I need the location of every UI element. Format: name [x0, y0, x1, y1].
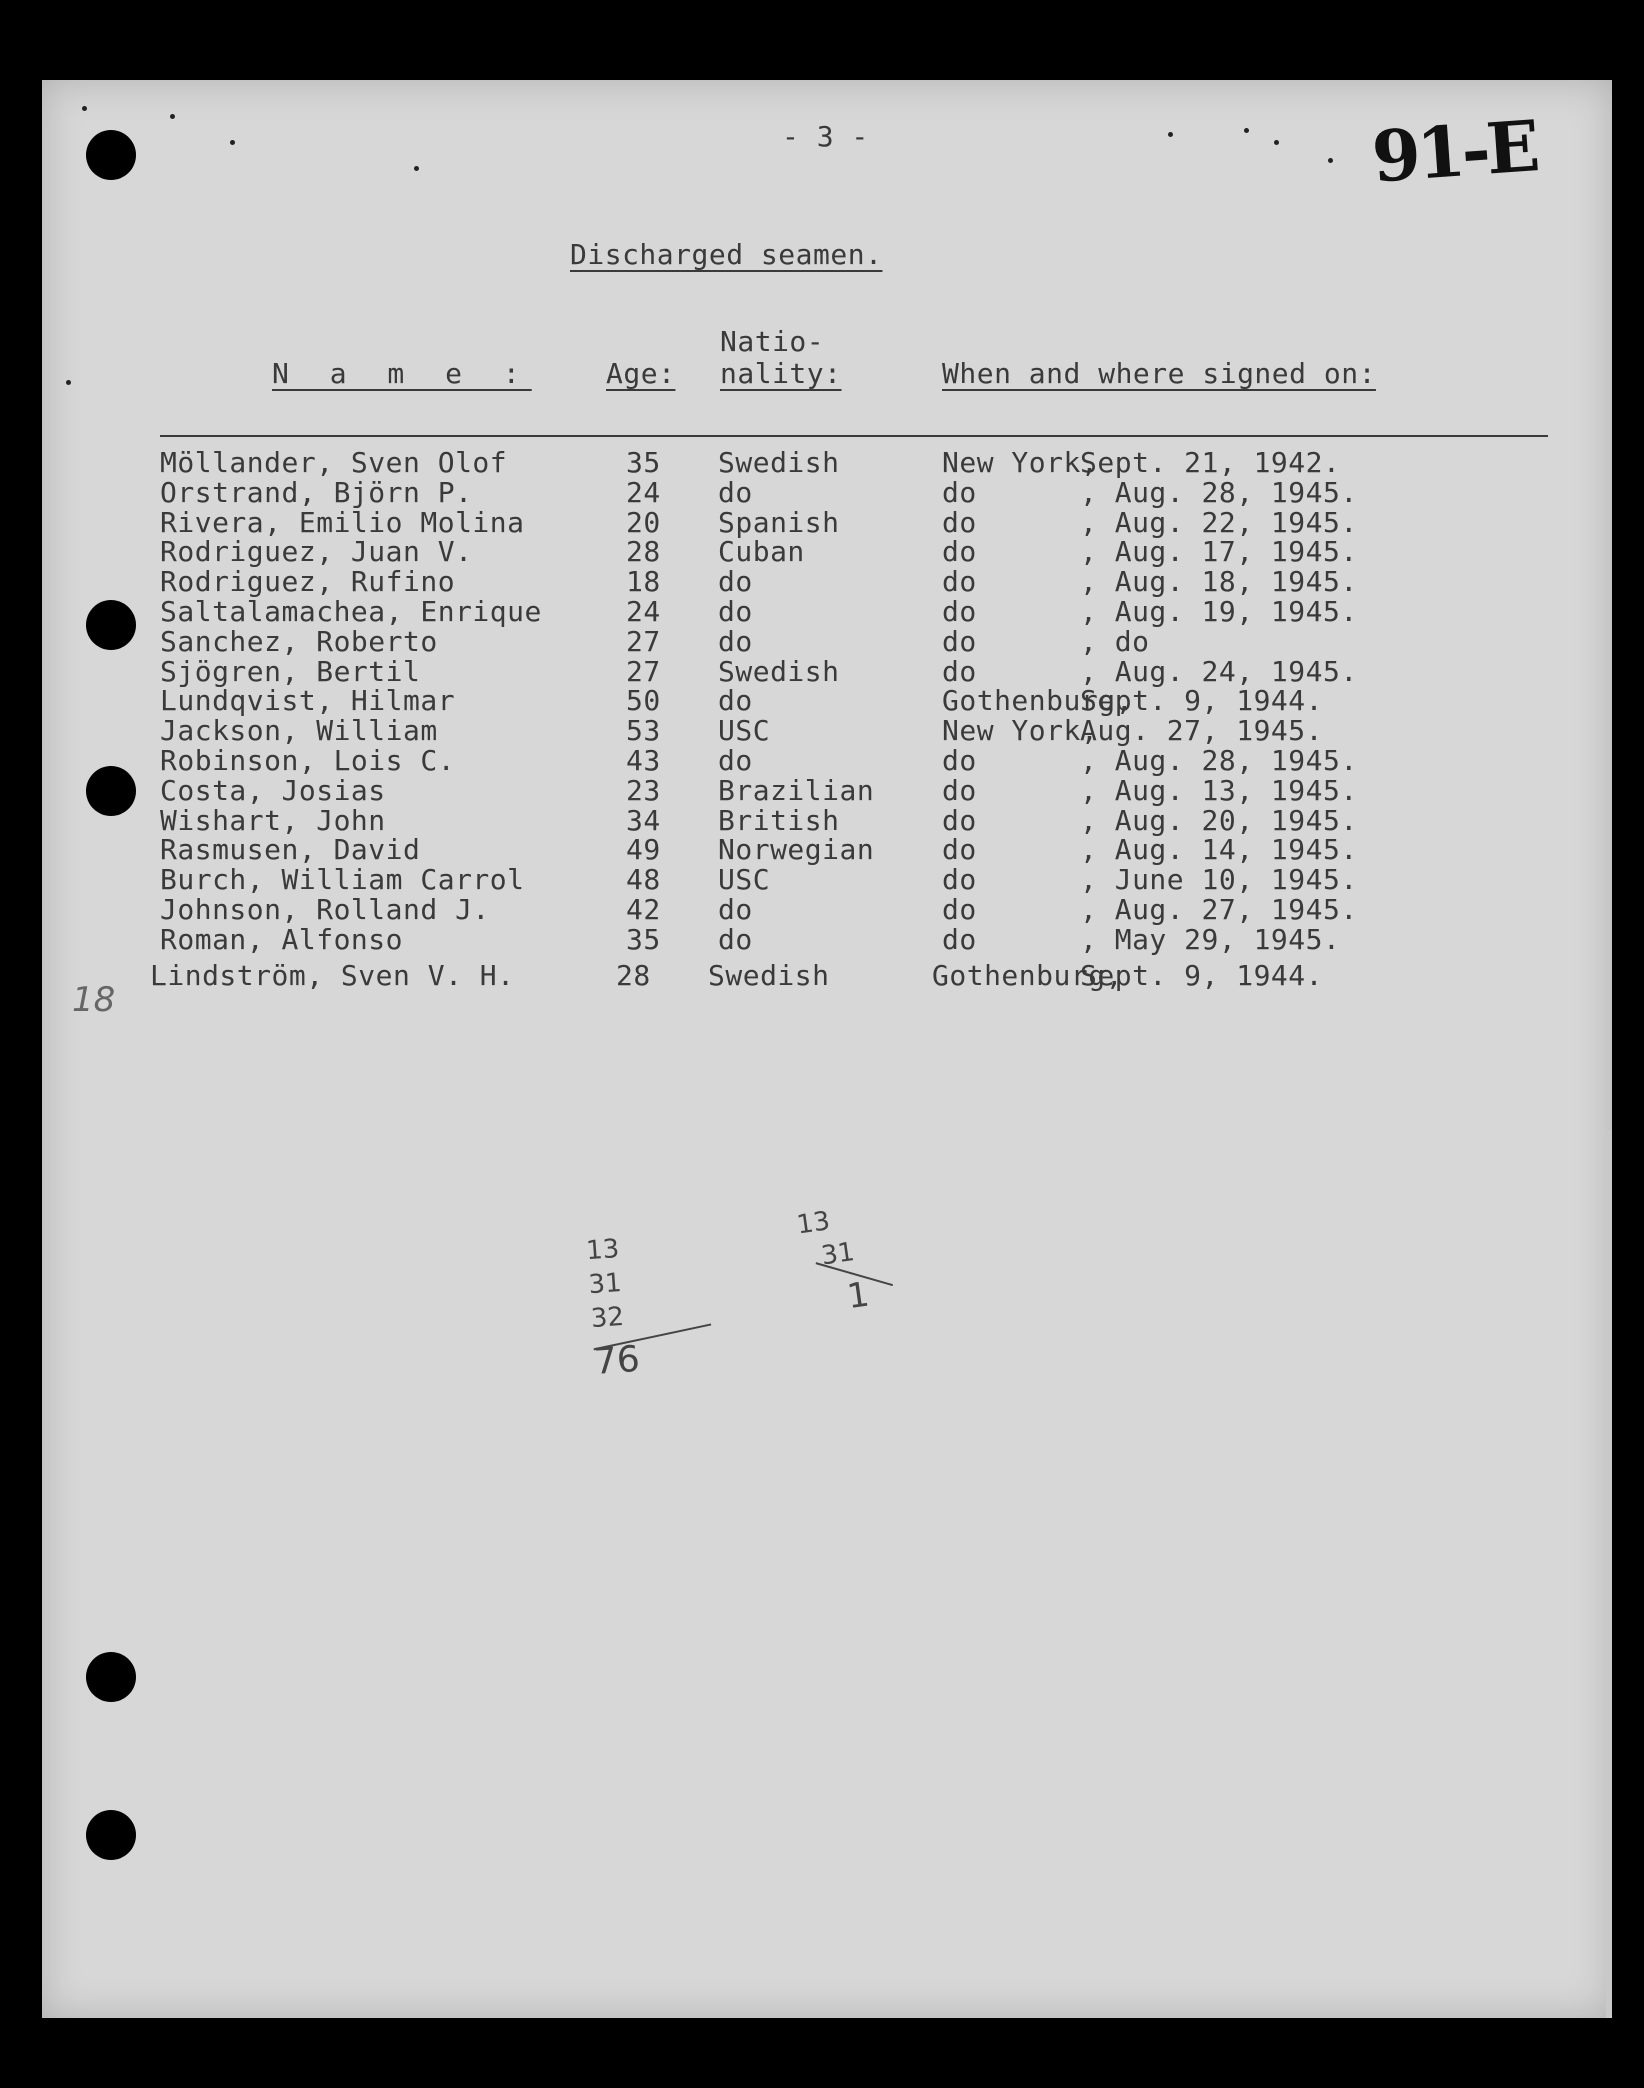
signed-on-place: New York,	[942, 714, 1099, 748]
table-row	[42, 958, 1612, 992]
signed-on-date: , do	[1080, 624, 1150, 658]
seaman-name: Saltalamachea, Enrique	[160, 594, 542, 628]
seaman-nationality: USC	[718, 714, 771, 748]
signed-on-place: do	[942, 743, 977, 777]
seaman-name: Sjögren, Bertil	[160, 654, 421, 688]
seaman-name: Orstrand, Björn P.	[160, 475, 473, 509]
signed-on-date: , Aug. 14, 1945.	[1080, 833, 1358, 867]
ink-speck	[1244, 128, 1249, 133]
seaman-name: Burch, William Carrol	[160, 863, 525, 897]
seaman-nationality: Swedish	[718, 446, 840, 479]
table-row	[42, 803, 1612, 837]
seamen-table	[42, 448, 1612, 990]
table-row	[42, 537, 1612, 567]
calc-left-line: 31	[587, 1267, 623, 1301]
seaman-age: 20	[626, 505, 661, 539]
punch-hole	[86, 130, 136, 180]
seaman-age: 48	[626, 863, 661, 897]
seaman-name: Rivera, Emilio Molina	[160, 505, 525, 539]
table-row	[42, 892, 1612, 926]
signed-on-place: Gothenburg,	[942, 684, 1133, 718]
table-row	[42, 835, 1612, 865]
signed-on-date: , Aug. 20, 1945.	[1080, 803, 1358, 837]
seaman-name: Rodriguez, Rufino	[160, 565, 456, 599]
signed-on-date: , Aug. 28, 1945.	[1080, 475, 1358, 509]
signed-on-date: Sept. 21, 1942.	[1080, 446, 1341, 479]
ink-speck	[230, 140, 235, 145]
seaman-nationality: do	[718, 624, 753, 658]
seaman-name: Möllander, Sven Olof	[160, 446, 508, 479]
seaman-age: 28	[616, 958, 651, 992]
table-row	[42, 594, 1612, 628]
signed-on-place: do	[942, 594, 977, 628]
seaman-name: Sanchez, Roberto	[160, 624, 438, 658]
header-nationality	[720, 326, 842, 390]
seaman-name: Jackson, William	[160, 714, 438, 748]
signed-on-date: Sept. 9, 1944.	[1080, 684, 1324, 718]
ink-speck	[1168, 132, 1173, 137]
seaman-age: 50	[626, 684, 661, 718]
signed-on-place: do	[942, 535, 977, 569]
seaman-nationality: do	[718, 922, 753, 956]
signed-on-date: , June 10, 1945.	[1080, 863, 1358, 897]
seaman-age: 18	[626, 565, 661, 599]
seaman-name: Rodriguez, Juan V.	[160, 535, 473, 569]
header-rule	[160, 435, 1548, 437]
seaman-name: Robinson, Lois C.	[160, 743, 456, 777]
seaman-age: 24	[626, 475, 661, 509]
seaman-name: Johnson, Rolland J.	[160, 892, 490, 926]
calc-left-line: 32	[589, 1301, 626, 1335]
seaman-name: Lindström, Sven V. H.	[150, 958, 515, 992]
signed-on-date: Sept. 9, 1944.	[1080, 958, 1324, 992]
header-age: Age:	[606, 357, 676, 390]
seaman-nationality: do	[718, 684, 753, 718]
table-row	[42, 654, 1612, 688]
margin-note: 18	[72, 980, 116, 1020]
handwritten-reference: 91-E	[1369, 104, 1539, 199]
seaman-nationality: Brazilian	[718, 773, 875, 807]
signed-on-place: do	[942, 773, 977, 807]
table-row	[42, 624, 1612, 658]
table-row	[42, 716, 1612, 746]
signed-on-place: do	[942, 505, 977, 539]
seaman-nationality: USC	[718, 863, 771, 897]
section-title: Discharged seamen.	[570, 238, 883, 271]
seaman-nationality: Norwegian	[718, 833, 875, 867]
signed-on-date: , Aug. 22, 1945.	[1080, 505, 1358, 539]
punch-hole	[86, 1652, 136, 1702]
signed-on-date: , Aug. 24, 1945.	[1080, 654, 1358, 688]
table-header	[42, 300, 1612, 390]
seaman-age: 28	[626, 535, 661, 569]
seaman-name: Rasmusen, David	[160, 833, 421, 867]
seaman-age: 27	[626, 624, 661, 658]
seaman-age: 42	[626, 892, 661, 926]
calc-right-line: 13	[794, 1206, 832, 1241]
signed-on-date: , Aug. 18, 1945.	[1080, 565, 1358, 599]
table-row	[42, 865, 1612, 895]
seaman-nationality: Swedish	[718, 654, 840, 688]
ink-speck	[1274, 140, 1279, 145]
header-name: N a m e :	[272, 357, 532, 390]
seaman-age: 35	[626, 446, 661, 479]
signed-on-place: do	[942, 833, 977, 867]
signed-on-date: , Aug. 19, 1945.	[1080, 594, 1358, 628]
table-row	[42, 475, 1612, 509]
signed-on-date: , Aug. 13, 1945.	[1080, 773, 1358, 807]
seaman-name: Costa, Josias	[160, 773, 386, 807]
table-row	[42, 567, 1612, 597]
seaman-nationality: Swedish	[708, 958, 830, 992]
seaman-nationality: Cuban	[718, 535, 805, 569]
signed-on-date: , Aug. 17, 1945.	[1080, 535, 1358, 569]
seaman-nationality: do	[718, 892, 753, 926]
header-nationality-line1: Natio-	[720, 325, 825, 358]
seaman-nationality: Spanish	[718, 505, 840, 539]
seaman-age: 23	[626, 773, 661, 807]
ink-speck	[82, 106, 87, 111]
table-row	[42, 686, 1612, 716]
ink-speck	[414, 166, 419, 171]
table-row	[42, 773, 1612, 807]
seaman-nationality: British	[718, 803, 840, 837]
seaman-name: Roman, Alfonso	[160, 922, 404, 956]
calc-right-line: 1	[844, 1274, 872, 1318]
seaman-nationality: do	[718, 475, 753, 509]
document-page	[42, 80, 1612, 2018]
seaman-age: 53	[626, 714, 661, 748]
signed-on-place: do	[942, 565, 977, 599]
signed-on-place: do	[942, 475, 977, 509]
signed-on-place: do	[942, 654, 977, 688]
seaman-name: Lundqvist, Hilmar	[160, 684, 456, 718]
signed-on-place: do	[942, 922, 977, 956]
signed-on-date: , Aug. 27, 1945.	[1080, 892, 1358, 926]
ink-speck	[1328, 158, 1333, 163]
signed-on-date: , May 29, 1945.	[1080, 922, 1341, 956]
seaman-age: 49	[626, 833, 661, 867]
signed-on-place: do	[942, 624, 977, 658]
signed-on-date: , Aug. 28, 1945.	[1080, 743, 1358, 777]
seaman-nationality: do	[718, 565, 753, 599]
calculation-right	[795, 1196, 900, 1319]
signed-on-place: do	[942, 863, 977, 897]
calc-left-line: 76	[592, 1338, 642, 1384]
signed-on-date: Aug. 27, 1945.	[1080, 714, 1324, 748]
signed-on-place: New York,	[942, 446, 1099, 479]
seaman-age: 24	[626, 594, 661, 628]
punch-hole	[86, 1810, 136, 1860]
table-row	[42, 505, 1612, 539]
signed-on-place: Gothenburg,	[932, 958, 1123, 992]
seaman-name: Wishart, John	[160, 803, 386, 837]
seaman-age: 43	[626, 743, 661, 777]
table-row	[42, 922, 1612, 956]
table-row	[42, 448, 1612, 478]
calc-left-line: 13	[585, 1234, 621, 1267]
signed-on-place: do	[942, 892, 977, 926]
seaman-age: 35	[626, 922, 661, 956]
table-row	[42, 743, 1612, 777]
signed-on-place: do	[942, 803, 977, 837]
calculation-left	[585, 1226, 715, 1384]
header-when-where: When and where signed on:	[942, 357, 1376, 390]
ink-speck	[170, 114, 175, 119]
seaman-age: 34	[626, 803, 661, 837]
seaman-nationality: do	[718, 743, 753, 777]
seaman-age: 27	[626, 654, 661, 688]
header-nationality-line2: nality:	[720, 357, 842, 390]
page-number: - 3 -	[782, 120, 869, 153]
seaman-nationality: do	[718, 594, 753, 628]
calc-right-line: 31	[819, 1237, 857, 1272]
